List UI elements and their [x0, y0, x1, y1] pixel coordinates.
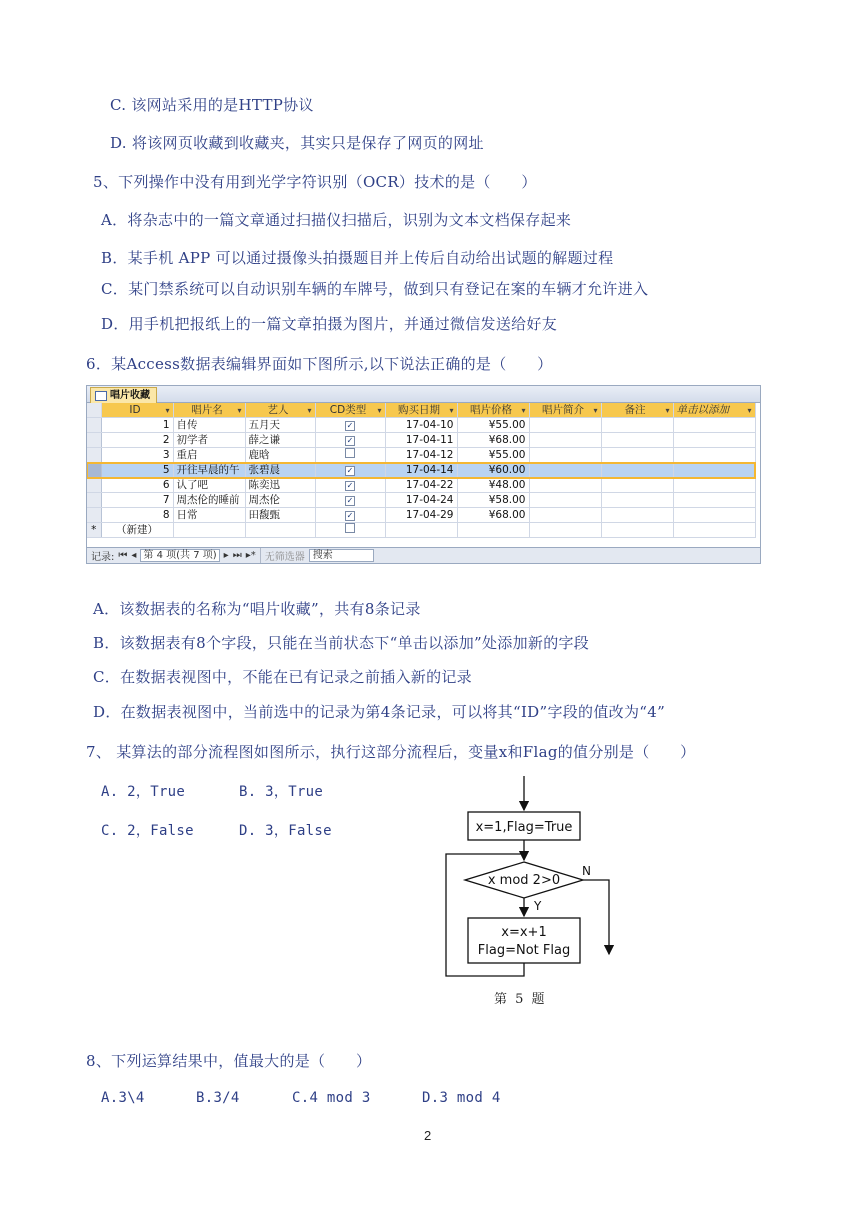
cell-artist: 周杰伦 [245, 493, 315, 508]
cell-note [601, 433, 673, 448]
unchecked-checkbox-icon [345, 523, 355, 533]
column-header: 购买日期 ▾ [385, 403, 457, 418]
cell-artist: 薛之谦 [245, 433, 315, 448]
q7-option-b: B. 3，True [239, 784, 324, 800]
cell-cd-type [315, 523, 385, 538]
checked-checkbox-icon: ✓ [346, 420, 354, 430]
empty-cell [601, 523, 673, 538]
cell-id: 8 [101, 508, 173, 523]
q8-option-b: B.3/4 [196, 1090, 240, 1106]
cell-intro [529, 433, 601, 448]
cell-add [673, 493, 755, 508]
row-selector [87, 448, 101, 463]
cell-add [673, 463, 755, 478]
datasheet-header-row [87, 403, 755, 418]
table-row [87, 493, 755, 508]
table-row [87, 463, 755, 478]
cell-cd-type [315, 508, 385, 523]
column-header: 唱片名 ▾ [173, 403, 245, 418]
loop-body-line1: x=x+1 [501, 925, 547, 940]
checked-checkbox-icon: ✓ [346, 465, 354, 475]
new-record-icon: ▸* [245, 550, 256, 561]
page-number: 2 [424, 1128, 432, 1143]
cell-add [673, 478, 755, 493]
datasheet-tab [90, 387, 157, 403]
cell-note [601, 448, 673, 463]
cell-name: 初学者 [173, 433, 245, 448]
column-header: 唱片简介 ▾ [529, 403, 601, 418]
cell-note [601, 463, 673, 478]
column-header: 备注 ▾ [601, 403, 673, 418]
q8-option-c: C.4 mod 3 [292, 1090, 371, 1106]
yes-label: Y [534, 899, 542, 913]
cell-id: 7 [101, 493, 173, 508]
q6-option-a: A．该数据表的名称为“唱片收藏”，共有8条记录 [93, 600, 421, 618]
table-row [87, 448, 755, 463]
column-header: ID ▾ [101, 403, 173, 418]
cell-note [601, 493, 673, 508]
cell-price: ¥55.00 [457, 418, 529, 433]
cell-intro [529, 478, 601, 493]
cell-date: 17-04-14 [385, 463, 457, 478]
add-column-header: 单击以添加 ▾ [673, 403, 755, 418]
q8-option-d: D.3 mod 4 [422, 1090, 501, 1106]
cell-date: 17-04-24 [385, 493, 457, 508]
new-row-marker: * [87, 523, 101, 538]
q6-option-d: D．在数据表视图中，当前选中的记录为第4条记录，可以将其“ID”字段的值改为“4” [93, 703, 666, 721]
cell-artist: 田馥甄 [245, 508, 315, 523]
record-label: 记录: [91, 552, 115, 563]
column-header: CD类型 ▾ [315, 403, 385, 418]
cell-artist: 陈奕迅 [245, 478, 315, 493]
q7-option-c: C. 2，False [101, 823, 194, 839]
empty-cell [457, 523, 529, 538]
cell-id: 1 [101, 418, 173, 433]
cell-id: 6 [101, 478, 173, 493]
search-box: 搜索 [309, 549, 374, 562]
cell-intro [529, 493, 601, 508]
row-selector [87, 418, 101, 433]
cell-id: 3 [101, 448, 173, 463]
q5-option-a: A．将杂志中的一篇文章通过扫描仪扫描后，识别为文本文档保存起来 [101, 211, 572, 229]
no-label: N [582, 864, 591, 878]
q5-option-d: D．用手机把报纸上的一篇文章拍摄为图片，并通过微信发送给好友 [101, 315, 558, 333]
cell-add [673, 508, 755, 523]
cell-note [601, 508, 673, 523]
cell-add [673, 448, 755, 463]
row-selector [87, 493, 101, 508]
cell-price: ¥48.00 [457, 478, 529, 493]
q5-stem: 5、下列操作中没有用到光学字符识别（OCR）技术的是（ ） [93, 173, 537, 191]
cell-cd-type [315, 433, 385, 448]
q8-option-a: A.3\4 [101, 1090, 145, 1106]
record-navigation-bar [87, 547, 760, 563]
checked-checkbox-icon: ✓ [346, 435, 354, 445]
last-record-icon: ⏭ [232, 550, 242, 561]
column-header: 唱片价格 ▾ [457, 403, 529, 418]
q5-option-b: B．某手机 APP 可以通过摄像头拍摄题目并上传后自动给出试题的解题过程 [101, 249, 614, 267]
cell-name: 重启 [173, 448, 245, 463]
condition-text: x mod 2>0 [487, 873, 561, 888]
checked-checkbox-icon: ✓ [346, 510, 354, 520]
cell-price: ¥55.00 [457, 448, 529, 463]
table-row [87, 478, 755, 493]
q8-stem: 8、下列运算结果中，值最大的是（ ） [86, 1052, 372, 1070]
loop-body-line2: Flag=Not Flag [477, 943, 571, 958]
empty-cell [385, 523, 457, 538]
next-record-icon: ▸ [223, 550, 229, 561]
table-row [87, 433, 755, 448]
row-selector [87, 478, 101, 493]
cell-cd-type [315, 493, 385, 508]
cell-id: 2 [101, 433, 173, 448]
cell-artist: 五月天 [245, 418, 315, 433]
q7-option-a: A. 2，True [101, 784, 186, 800]
table-icon [95, 391, 107, 401]
q6-stem: 6．某Access数据表编辑界面如下图所示,以下说法正确的是（ ） [86, 355, 553, 373]
cell-name: 周杰伦的睡前 [173, 493, 245, 508]
record-position: 第 4 项(共 7 项) [140, 549, 219, 562]
cell-intro [529, 448, 601, 463]
cell-name: 开往早晨的午 [173, 463, 245, 478]
checked-checkbox-icon: ✓ [346, 495, 354, 505]
cell-date: 17-04-10 [385, 418, 457, 433]
cell-date: 17-04-12 [385, 448, 457, 463]
cell-artist [245, 523, 315, 538]
first-record-icon: ⏮ [118, 550, 128, 561]
flowchart [434, 776, 624, 981]
table-row [87, 508, 755, 523]
datasheet-tab-bar [87, 386, 760, 403]
access-datasheet-screenshot [86, 385, 761, 564]
cell-date: 17-04-22 [385, 478, 457, 493]
q6-option-c: C．在数据表视图中，不能在已有记录之前插入新的记录 [93, 668, 472, 686]
cell-price: ¥68.00 [457, 433, 529, 448]
cell-name: 自传 [173, 418, 245, 433]
new-row-label: （新建） [101, 523, 173, 538]
q4-option-c: C. 该网站采用的是HTTP协议 [110, 96, 314, 114]
init-text: x=1,Flag=True [475, 820, 573, 835]
cell-add [673, 433, 755, 448]
cell-cd-type [315, 418, 385, 433]
cell-intro [529, 463, 601, 478]
select-all-corner [87, 403, 101, 418]
cell-cd-type [315, 463, 385, 478]
cell-name: 认了吧 [173, 478, 245, 493]
cell-price: ¥68.00 [457, 508, 529, 523]
checked-checkbox-icon: ✓ [346, 480, 354, 490]
prev-record-icon: ◂ [131, 550, 137, 561]
cell-artist: 鹿晗 [245, 448, 315, 463]
cell-cd-type [315, 478, 385, 493]
cell-price: ¥60.00 [457, 463, 529, 478]
row-selector [87, 463, 101, 478]
filter-status: 无筛选器 [260, 548, 305, 563]
cell-note [601, 478, 673, 493]
q7-stem: 7、 某算法的部分流程图如图所示，执行这部分流程后，变量x和Flag的值分别是（ ） [86, 743, 696, 761]
cell-id: 5 [101, 463, 173, 478]
q6-option-b: B．该数据表有8个字段，只能在当前状态下“单击以添加”处添加新的字段 [93, 634, 590, 652]
cell-intro [529, 418, 601, 433]
unchecked-checkbox-icon [345, 448, 355, 458]
cell-note [601, 418, 673, 433]
no-branch-arrow [583, 880, 609, 954]
cell-price: ¥58.00 [457, 493, 529, 508]
cell-name [173, 523, 245, 538]
row-selector [87, 508, 101, 523]
cell-add [673, 418, 755, 433]
cell-date: 17-04-11 [385, 433, 457, 448]
empty-cell [673, 523, 755, 538]
cell-cd-type [315, 448, 385, 463]
datasheet-grid [87, 403, 756, 538]
q7-option-d: D. 3，False [239, 823, 332, 839]
cell-artist: 张碧晨 [245, 463, 315, 478]
q5-option-c: C．某门禁系统可以自动识别车辆的车牌号，做到只有登记在案的车辆才允许进入 [101, 280, 649, 298]
datasheet-tab-title: 唱片收藏 [110, 389, 150, 401]
q4-option-d: D. 将该网页收藏到收藏夹，其实只是保存了网页的网址 [110, 134, 484, 152]
cell-date: 17-04-29 [385, 508, 457, 523]
new-record-row [87, 523, 755, 538]
column-header: 艺人 ▾ [245, 403, 315, 418]
cell-name: 日常 [173, 508, 245, 523]
row-selector [87, 433, 101, 448]
cell-intro [529, 508, 601, 523]
figure-caption: 第 5 题 [494, 992, 547, 1007]
table-row [87, 418, 755, 433]
empty-cell [529, 523, 601, 538]
